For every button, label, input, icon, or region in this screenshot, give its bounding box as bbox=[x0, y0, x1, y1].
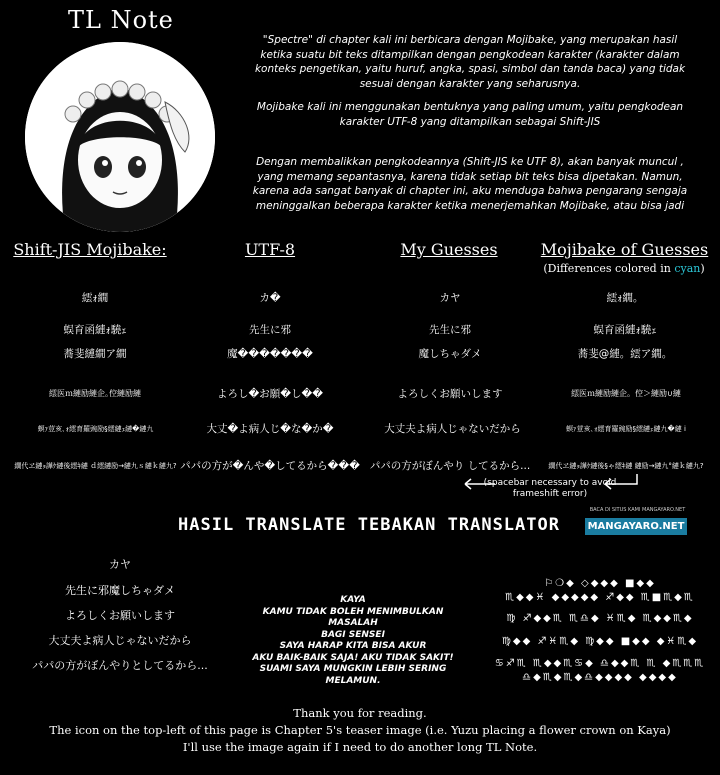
intro-paragraph-3: Dengan membalikkan pengkodeannya (Shift-JIS ke UTF 8), akan banyak muncul , yang memang sepantasnya, karena tidak setiap bit teks bisa dipetakan. Namun, karena ada sangat banyak di chapter ini, aku menduga bahwa pengarang sengaja meninggalkan beberapa karakter ketika menerjemahkan Mojibake, atau bisa jadi bbox=[252, 156, 688, 212]
row-4-mojibake-guess: 繧医ｍ縺励縺企。倥＞縺励∪縺 bbox=[571, 389, 681, 398]
row-6-utf8: パパの方が�んや�してるから��� bbox=[180, 460, 360, 472]
japanese-line-1: カヤ bbox=[109, 558, 131, 571]
indonesian-translation bbox=[238, 595, 468, 687]
row-5-utf8: 大丈�よ病人じ�な�か� bbox=[206, 423, 334, 435]
intro-paragraph-2: Mojibake kali ini menggunakan bentuknya yang paling umum, yaitu pengkodean karakter UTF-8 yang ditampilkan sebagai Shift-JIS bbox=[256, 101, 684, 128]
watermark-tagline: BACA DI SITUS KAMI MANGAYARO.NET bbox=[589, 507, 686, 513]
wingdings-line-3: ♍ ♐◆◆♏ ♏♎◆ ♓♏◆ ♏◆◆♏◆ bbox=[506, 613, 694, 624]
translation-line: KAYA bbox=[340, 595, 366, 605]
japanese-line-3: よろしくお願いします bbox=[65, 609, 175, 622]
row-3-shiftjis: 蕎斐縺繝ア繝 bbox=[63, 348, 127, 360]
page-title: TL Note bbox=[68, 6, 174, 34]
row-5-shiftjis: 螟ｧ荳亥､ｫ繧育羅豌励§繧縺ｪ縺�縺九 bbox=[37, 425, 154, 433]
wingdings-line-2: ♏◆◆♓ ◆◆◆◆◆ ♐◆◆ ♏■♏◆♏ bbox=[505, 592, 695, 603]
translation-line: SAYA HARAP KITA BISA AKUR bbox=[279, 641, 427, 651]
section-title: HASIL TRANSLATE TEBAKAN TRANSLATOR bbox=[178, 515, 560, 535]
wingdings-line-5: ♋♐♏ ♏◆◆♏♋◆ ♎◆◆♏ ♏ ◆♏♏♏ bbox=[494, 658, 706, 669]
row-2-mojibake-guess: 蜈育函縺ｫ驍ｪ bbox=[593, 324, 657, 336]
spacebar-note: (spacebar necessary to avoid frameshift error) bbox=[483, 478, 617, 499]
row-2-utf8: 先生に邪 bbox=[249, 324, 291, 336]
row-4-shiftjis: 繧医ｍ縺励縺企｡倥縺励縺 bbox=[49, 389, 141, 398]
row-6-shiftjis: 繝代ヱ縺ｮ譁ｹ縺後繧ｷ縺 ｄ繧縺励→縺九ｓ縺ｋ縺九? bbox=[14, 462, 177, 470]
row-1-mojibake-guess: 繧ｫ繝。 bbox=[606, 292, 644, 304]
row-4-guess: よろしくお願いします bbox=[397, 388, 503, 400]
watermark-badge: MANGAYARO.NET bbox=[585, 518, 687, 535]
row-2-guess: 先生に邪 bbox=[429, 324, 471, 336]
girl-flower-crown-icon bbox=[25, 42, 215, 232]
column-header-mojibake-guesses: Mojibake of Guesses bbox=[540, 240, 709, 259]
row-1-guess: カヤ bbox=[439, 292, 461, 304]
footer-icon-note: The icon on the top-left of this page is Chapter 5's teaser image (i.e. Yuzu placing a flower crown on Kaya) bbox=[49, 723, 671, 737]
column-header-guesses: My Guesses bbox=[400, 240, 498, 259]
japanese-line-5: パパの方がぼんやりとしてるから... bbox=[32, 659, 208, 672]
teaser-portrait bbox=[25, 42, 215, 232]
column-header-shiftjis: Shift-JIS Mojibake: bbox=[13, 240, 167, 259]
column-header-utf8: UTF-8 bbox=[244, 240, 296, 259]
translation-line: AKU BAIK-BAIK SAJA! AKU TIDAK SAKIT! bbox=[252, 652, 454, 663]
column-subheader: (Differences colored in cyan) bbox=[543, 262, 705, 275]
row-3-guess: 魔しちゃダメ bbox=[418, 348, 482, 360]
translation-line: KAMU TIDAK BOLEH MENIMBULKAN MASALAH bbox=[262, 606, 444, 628]
wingdings-line-1: ⚐❍◆ ◇◆◆◆ ■◆◆ bbox=[544, 578, 656, 589]
row-2-shiftjis: 蜈育函縺ｫ驍ｪ bbox=[63, 324, 127, 336]
row-5-mojibake-guess: 螟ｧ荳亥､ｫ繧育羅豌励§繧縺ｪ縺九�縺 i bbox=[566, 425, 686, 433]
translation-line: SUAMI SAYA MUNGKIN LEBIH SERING MELAMUN. bbox=[259, 664, 447, 686]
row-4-utf8: よろし�お願�し�� bbox=[216, 388, 324, 400]
row-6-mojibake-guess: 繝代ヱ縺ｮ譁ｹ縺後§ゃ繧ｷ縺 縺励→縺九°縺ｋ縺九? bbox=[548, 462, 704, 470]
japanese-line-4: 大丈夫よ病人じゃないだから bbox=[48, 634, 192, 647]
row-5-guess: 大丈夫よ病人じゃないだから bbox=[384, 423, 521, 435]
row-1-shiftjis: 繧ｫ繝 bbox=[81, 292, 109, 304]
wingdings-line-6: ♎◆♏◆♏◆♎◆◆◆◆ ◆◆◆◆ bbox=[522, 672, 678, 683]
row-3-mojibake-guess: 蕎斐@縺。繧ア繝。 bbox=[577, 348, 673, 360]
row-1-utf8: カ� bbox=[259, 292, 281, 304]
footer-reuse-note: I'll use the image again if I need to do another long TL Note. bbox=[182, 740, 538, 754]
row-3-utf8: 魔������� bbox=[227, 348, 313, 360]
intro-paragraph-1: "Spectre" di chapter kali ini berbicara dengan Mojibake, yang merupakan hasil ketika suatu bit teks ditampilkan dengan pengkodean karakter (karakter dalam konteks pengetikan, yaitu huruf, angka, spasi, simbol dan tanda baca) yang tidak sesuai dengan karakter yang seharusnya. bbox=[254, 34, 686, 90]
translation-line: BAGI SENSEI bbox=[321, 629, 385, 640]
row-6-guess: パパの方がぼんやり してるから... bbox=[369, 460, 531, 472]
wingdings-line-4: ♍◆◆ ♐♓♏◆ ♍◆◆ ■◆◆ ◆♓♏◆ bbox=[501, 636, 699, 647]
japanese-line-2: 先生に邪魔しちゃダメ bbox=[65, 584, 175, 597]
footer-thanks: Thank you for reading. bbox=[293, 706, 427, 720]
